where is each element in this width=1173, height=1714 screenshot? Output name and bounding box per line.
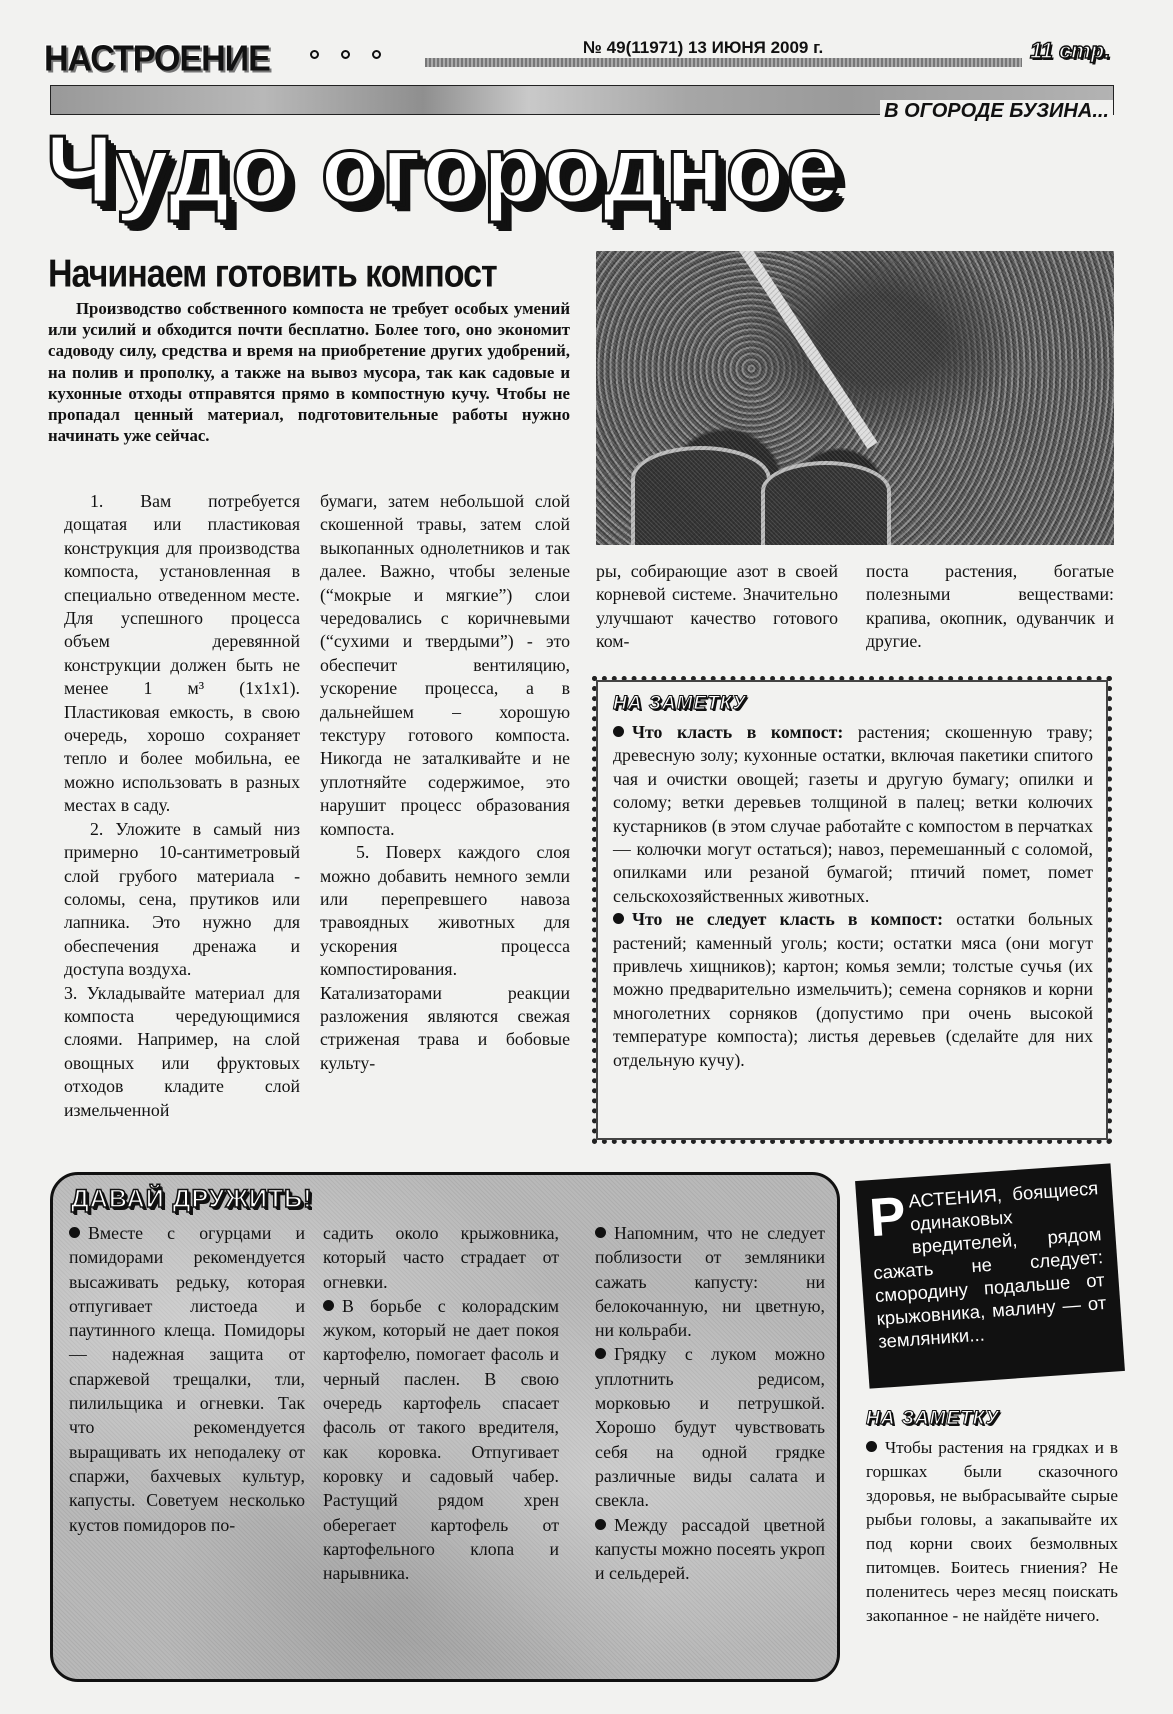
tip-item: Вместе с огурцами и помидорами рекомендуется высаживать редьку, которая отпугивает листоеда и паутинного клеща. Помидоры — надежная защита от спаржевой трещалки, тли, пилильщика и огневки. Так что рекомендуется выращивать их неподалеку от спаржи, бахчевых культур, капусты. Советуем несколько кустов помидоров по- <box>69 1223 305 1535</box>
note-box-2 <box>866 1408 1118 1628</box>
compost-photo <box>596 251 1114 545</box>
note-item: Чтобы растения на грядках и в горшках были сказочного здоровья, не выбрасывайте сырые рыбьи головы, а закапывайте их под корни своих безмолвных питомцев. Боитесь гниения? Не поленитесь через месяц поискать закопанное - не найдёте ничего. <box>866 1438 1118 1625</box>
note-item-text: остатки больных растений; каменный уголь; кости; остатки мяса (они могут привлечь хищников); картон; комья земли; толстые сучья (их можно предварительно измельчить); семена сорняков и корни многолетних сорняков (допустимо при очень высокой температуре компоста); листья деревьев (сделайте для них отдельную кучу). <box>613 909 1094 1070</box>
bullet-icon <box>595 1519 606 1530</box>
note-title: НА ЗАМЕТКУ <box>613 693 747 714</box>
tip-item: Напомним, что не следует поблизости от земляники сажать капусту: ни белокочанную, ни цветную, ни кольраби. <box>595 1223 825 1341</box>
paragraph: бумаги, затем небольшой слой скошенной травы, затем слой выкопанных однолетников и так далее. Важно, чтобы зеленые (“мокрые и мягкие”) слои чередовались с коричневыми (“сухими и твердыми”) - это обеспечит вентиляцию, ускорение процесса, а в дальнейшем – хорошую текстуру готового компоста. Никогда не заталкивайте и не уплотняйте содержимое, это нарушит процесс образования компоста. <box>320 491 570 839</box>
note-item-text: растения; скошенную траву; древесную золу; кухонные остатки, включая пакетики спитого чая и очистки овощей; газеты и другую бумагу; опилки и солому; ветки деревьев толщиной в палец; ветки колючих кустарников (в этом случае работайте с компостом в перчатках — колючки могут остаться); навоз, перемешанный с соломой, опилками или резаной бумагой; птичий помет, помет сельскохозяйственных животных. <box>613 722 1093 906</box>
bullet-icon <box>595 1227 606 1238</box>
tip-item: В борьбе с колорадским жуком, который не дает покоя картофелю, помогает фасоль и черный паслен. В свою очередь картофель спасает фасоль от такого вредителя, как коровка. Отпугивает коровку и садовый чабер. Растущий рядом хрен оберегает картофель от картофельного клопа и нарывника. <box>323 1295 559 1584</box>
article-column-2 <box>320 490 570 1075</box>
paragraph: 3. Укладывайте материал для компоста чередующимися слоями. Например, на слой овощных или фруктовых отходов кладите слой измельченной <box>64 982 300 1120</box>
article-title: Чудо огородное <box>46 116 842 223</box>
header-rule <box>425 58 1022 67</box>
box-column-2 <box>323 1221 559 1585</box>
decorative-dots <box>310 50 381 59</box>
quote-box <box>855 1163 1125 1388</box>
note-item <box>613 721 1093 908</box>
bullet-icon <box>69 1227 80 1238</box>
bullet-icon <box>613 726 624 737</box>
article-column-3 <box>596 560 838 654</box>
paragraph: ры, собирающие азот в своей корневой системе. Значительно улучшают качество готового ком- <box>596 561 838 652</box>
note-item-lead: Что не следует класть в компост: <box>632 909 944 930</box>
issue-info: № 49(11971) 13 ИЮНЯ 2009 г. <box>583 38 824 57</box>
article-column-4 <box>866 560 1114 654</box>
article-lead: Производство собственного компоста не требует особых умений или усилий и обходится почти бесплатно. Более того, оно экономит садоводу силу, средства и время на приобретение других удобрений, на полив и прополку, а также на вывоз мусора, так как садовые и кухонные отходы отправятся прямо в компостную кучу. Чтобы не пропадал ценный материал, подготовительные работы нужно начинать уже сейчас. <box>48 299 570 446</box>
bullet-icon <box>866 1441 877 1452</box>
note-title: НА ЗАМЕТКУ <box>866 1408 1000 1429</box>
quote-text: АСТЕНИЯ, боящиеся одинаковых вредителей, рядом сажать не следует: смородину подальше от крыжовника, малину — от земляники... <box>872 1177 1107 1352</box>
article-column-1 <box>64 490 300 1122</box>
box-column-1 <box>69 1221 305 1537</box>
note-item <box>613 908 1093 1072</box>
bullet-icon <box>613 913 624 924</box>
article-subtitle: Начинаем готовить компост <box>48 252 497 296</box>
rubric-label: В ОГОРОДЕ БУЗИНА... <box>880 100 1113 123</box>
paragraph: 5. Поверх каждого слоя можно добавить немного земли или перепревшего навоза травоядных животных для ускорения процесса компостирования. Катализаторами реакции разложения являются свежая стриженая трава и бобовые культу- <box>320 842 570 1073</box>
paragraph: поста растения, богатые полезными веществами: крапива, окопник, одуванчик и другие. <box>866 561 1114 652</box>
companion-planting-box <box>50 1172 840 1682</box>
bullet-icon <box>323 1300 334 1311</box>
drop-cap: Р <box>867 1185 908 1249</box>
note-item-lead: Что класть в компост: <box>632 722 844 742</box>
tip-item-continued: садить около крыжовника, который часто страдает от огневки. <box>323 1223 559 1292</box>
bullet-icon <box>595 1348 606 1359</box>
paragraph: 2. Уложите в самый низ примерно 10-сантиметровый слой грубого материала - соломы, сена, прутиков или лапника. Это нужно для обеспечения дренажа и доступа воздуха. <box>64 818 300 980</box>
box-title: ДАВАЙ ДРУЖИТЬ! <box>71 1185 313 1213</box>
page-number: 11 стр. <box>1030 38 1111 63</box>
box-column-3 <box>595 1221 825 1585</box>
tip-item: Грядку с луком можно уплотнить редисом, морковью и петрушкой. Хорошо будут чувствовать себя на одной грядке различные виды салата и свекла. <box>595 1344 825 1511</box>
tip-item: Между рассадой цветной капусты можно посеять укроп и сельдерей. <box>595 1514 825 1584</box>
paragraph: 1. Вам потребуется дощатая или пластиковая конструкция для производства компоста, установленная в специально отведенном месте. Для успешного процесса объем деревянной конструкции должен быть не менее 1 м³ (1x1x1). Пластиковая емкость, в свою очередь, хорошо сохраняет тепло и более мобильна, ее можно использовать в разных местах в саду. <box>64 491 300 816</box>
note-box <box>592 676 1112 1144</box>
section-name: НАСТРОЕНИЕ <box>44 39 270 79</box>
